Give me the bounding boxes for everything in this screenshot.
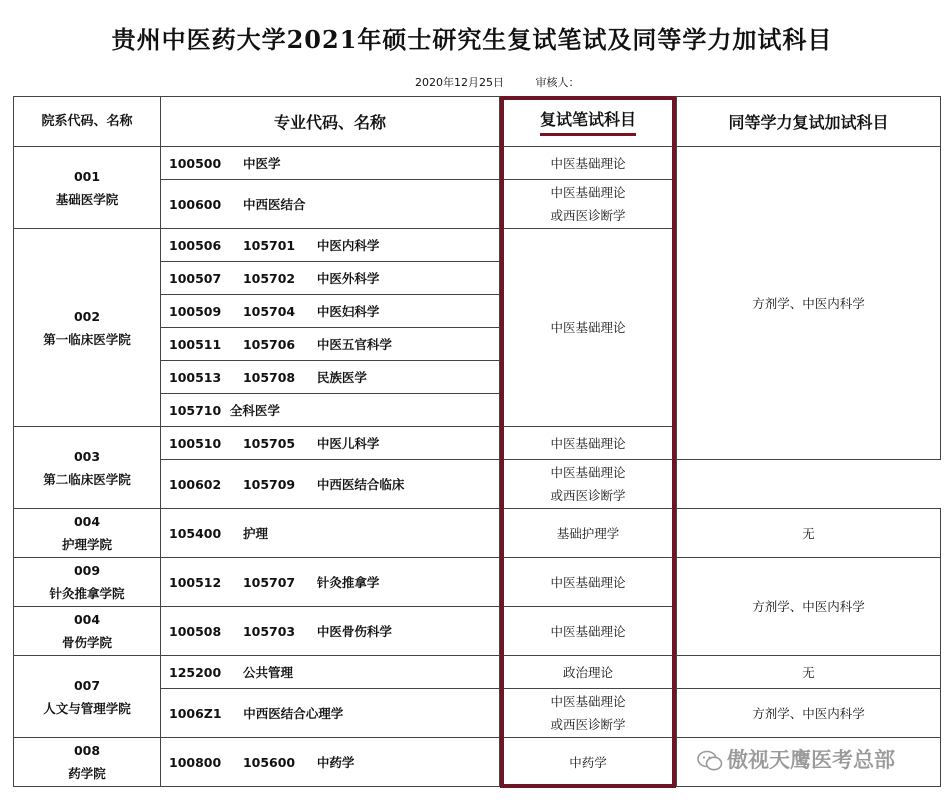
reviewer-label: 审核人： — [535, 76, 580, 89]
table-row — [14, 656, 941, 689]
major-cell: 100600 中西医结合 — [161, 180, 500, 229]
exam-cell: 政治理论 — [500, 656, 677, 689]
dept-name: 人文与管理学院 — [43, 700, 131, 716]
header-exam: 复试笔试科目 — [500, 97, 677, 147]
major-cell: 100507 105702 中医外科学 — [161, 262, 500, 295]
meta-line — [415, 74, 608, 90]
additional-cell: 方剂学、中医内科学 — [677, 689, 941, 738]
dept-name: 骨伤学院 — [61, 635, 112, 650]
major-cell: 100510 105705 中医儿科学 — [161, 427, 500, 460]
dept-cell — [14, 738, 161, 787]
exam-cell: 基础护理学 — [500, 509, 677, 558]
additional-cell: 无 — [677, 509, 941, 558]
dept-name: 针灸推拿学院 — [49, 586, 125, 601]
exam-cell: 中医基础理论 — [500, 427, 677, 460]
exam-cell: 中医基础理论 — [500, 558, 677, 607]
major-cell: 1006Z1 中西医结合心理学 — [161, 689, 500, 738]
exam-cell: 中医基础理论或西医诊断学 — [500, 460, 677, 509]
exam-cell: 中医基础理论或西医诊断学 — [500, 180, 677, 229]
dept-cell — [14, 147, 161, 229]
additional-cell: 方剂学、中医内科学 — [677, 558, 941, 656]
major-cell: 100511 105706 中医五官科学 — [161, 328, 500, 361]
dept-cell — [14, 558, 161, 607]
date-text: 2020年12月25日 — [415, 76, 504, 89]
major-cell: 105400 护理 — [161, 509, 500, 558]
dept-code: 002 — [73, 308, 101, 324]
dept-code: 003 — [73, 448, 101, 464]
dept-code: 007 — [73, 677, 101, 693]
major-cell: 100512 105707 针灸推拿学 — [161, 558, 500, 607]
page-title: 贵州中医药大学2021年硕士研究生复试笔试及同等学力加试科目 — [111, 25, 833, 54]
dept-code: 001 — [73, 168, 101, 184]
exam-cell: 中医基础理论 — [500, 147, 677, 180]
major-cell: 100508 105703 中医骨伤科学 — [161, 607, 500, 656]
dept-cell — [14, 656, 161, 738]
dept-name: 基础医学院 — [55, 191, 119, 207]
header-row — [14, 97, 941, 147]
dept-cell — [14, 607, 161, 656]
dept-name: 第二临床医学院 — [43, 471, 131, 487]
header-additional: 同等学力复试加试科目 — [677, 97, 941, 147]
major-cell: 100800 105600 中药学 — [161, 738, 500, 787]
subjects-table — [13, 96, 941, 787]
dept-cell — [14, 509, 161, 558]
major-cell: 100509 105704 中医妇科学 — [161, 295, 500, 328]
table-row — [14, 558, 941, 607]
dept-code: 009 — [73, 563, 101, 578]
major-cell: 100602 105709 中西医结合临床 — [161, 460, 500, 509]
major-cell: 125200 公共管理 — [161, 656, 500, 689]
table-row — [14, 147, 941, 180]
additional-cell: 无 — [677, 656, 941, 689]
dept-cell — [14, 427, 161, 509]
header-major: 专业代码、名称 — [161, 97, 500, 147]
dept-name: 护理学院 — [61, 537, 112, 552]
dept-code: 004 — [73, 612, 101, 627]
dept-code: 008 — [73, 743, 101, 758]
major-cell: 100506 105701 中医内科学 — [161, 229, 500, 262]
exam-cell: 中医基础理论 — [500, 607, 677, 656]
exam-cell: 中医基础理论 — [500, 229, 677, 427]
dept-name: 第一临床医学院 — [43, 331, 131, 347]
dept-cell — [14, 229, 161, 427]
additional-cell: 方剂学、中医内科学 — [677, 147, 941, 460]
watermark — [697, 744, 895, 774]
dept-name: 药学院 — [68, 766, 106, 781]
header-dept: 院系代码、名称 — [14, 97, 161, 147]
exam-cell: 中药学 — [500, 738, 677, 787]
watermark-text: 傲视天鹰医考总部 — [727, 748, 895, 772]
dept-code: 004 — [73, 514, 101, 529]
exam-cell: 中医基础理论或西医诊断学 — [500, 689, 677, 738]
wechat-icon — [697, 750, 723, 772]
major-cell: 100513 105708 民族医学 — [161, 361, 500, 394]
table-row — [14, 509, 941, 558]
major-cell: 100500 中医学 — [161, 147, 500, 180]
major-cell: 105710 全科医学 — [161, 394, 500, 427]
